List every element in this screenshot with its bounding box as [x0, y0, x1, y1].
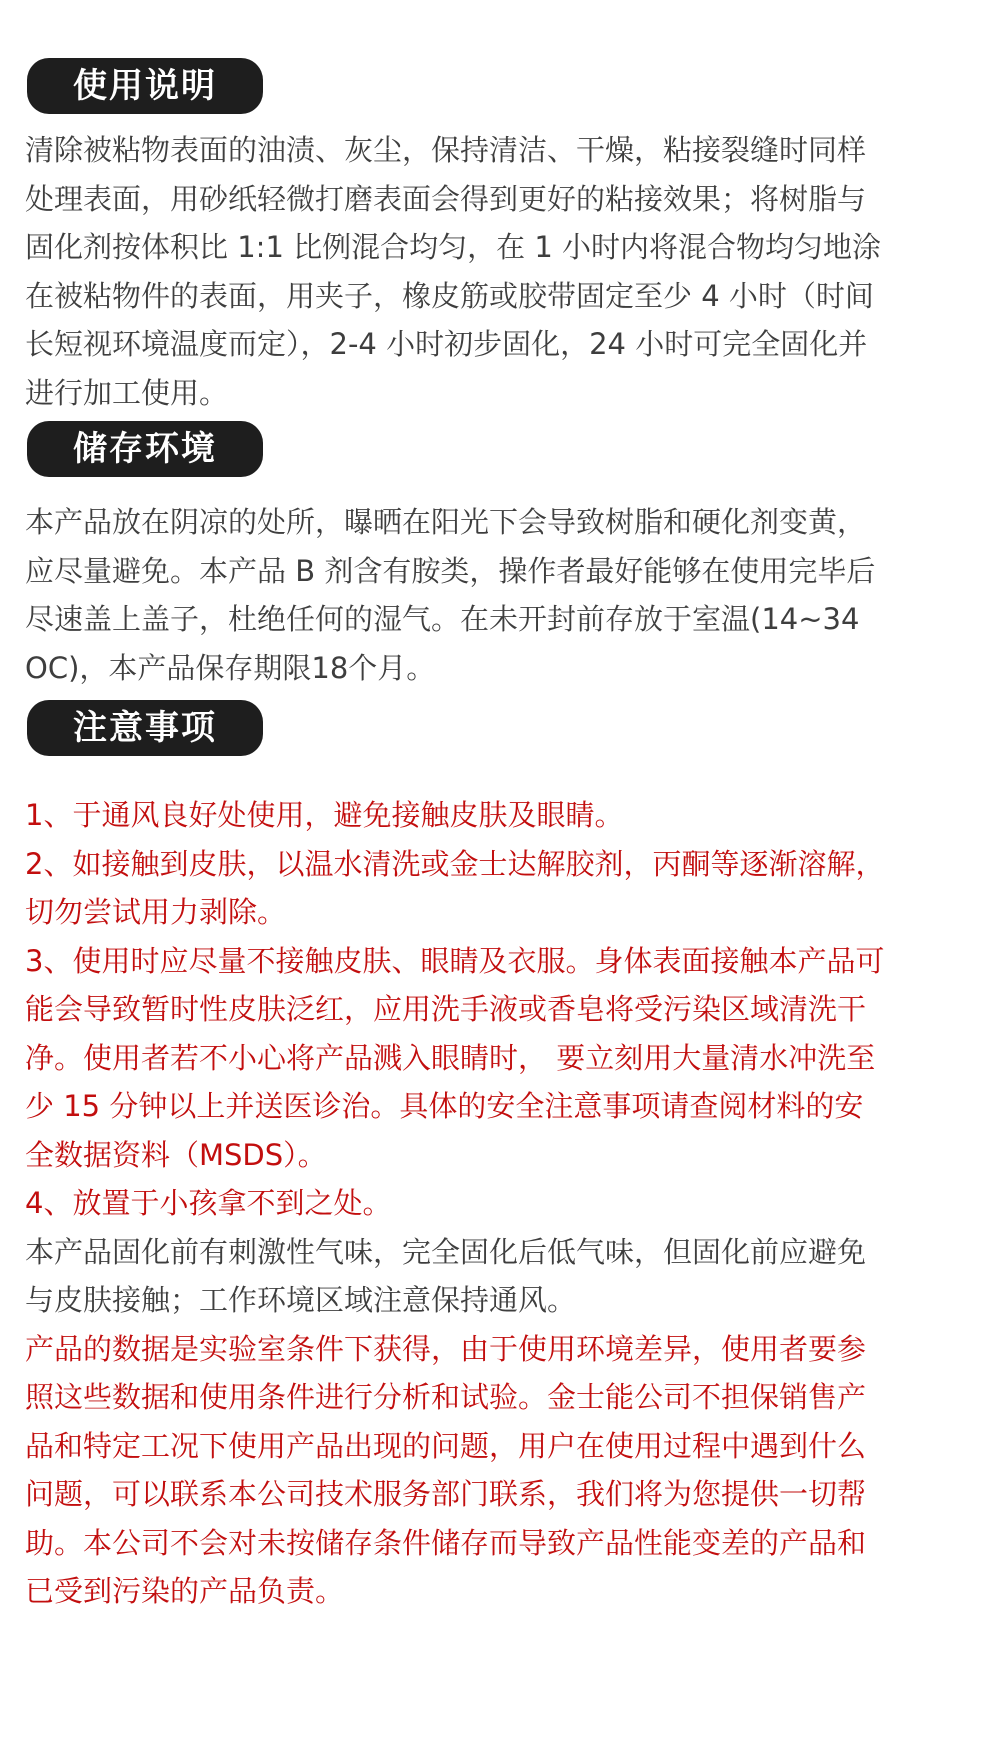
usage-paragraph	[25, 126, 975, 417]
usage-line: 长短视环境温度而定），2-4 小时初步固化，24 小时可完全固化并	[25, 327, 868, 361]
odor-note: 本产品固化前有刺激性气味，完全固化后低气味，但固化前应避免	[25, 1234, 867, 1269]
disclaimer-line: 已受到污染的产品负责。	[25, 1574, 345, 1608]
storage-line: 应尽量避免。本产品 B 剂含有胺类，操作者最好能够在使用完毕后	[25, 553, 876, 588]
usage-line: 处理表面，用砂纸轻微打磨表面会得到更好的粘接效果；将树脂与	[25, 181, 867, 216]
storage-paragraph	[25, 498, 975, 692]
disclaimer-line: 助。本公司不会对未按储存条件储存而导致产品性能变差的产品和	[25, 1525, 867, 1560]
note-item-3: 3、使用时应尽量不接触皮肤、眼睛及衣服。身体表面接触本产品可	[25, 943, 885, 978]
storage-line: OC)，本产品保存期限18个月。	[25, 650, 436, 685]
note-item-4: 4、放置于小孩拿不到之处。	[25, 1186, 392, 1220]
usage-line: 在被粘物件的表面，用夹子，橡皮筋或胶带固定至少 4 小时（时间	[25, 278, 874, 313]
note-item-3-cont: 少 15 分钟以上并送医诊治。具体的安全注意事项请查阅材料的安	[25, 1089, 864, 1123]
note-item-3-cont: 净。使用者若不小心将产品溅入眼睛时， 要立刻用大量清水冲洗至	[25, 1040, 876, 1075]
disclaimer-line: 品和特定工况下使用产品出现的问题，用户在使用过程中遇到什么	[25, 1428, 867, 1463]
notes-paragraph	[25, 791, 975, 1616]
note-item-3-cont: 能会导致暂时性皮肤泛红，应用洗手液或香皂将受污染区域清洗干	[25, 992, 867, 1026]
disclaimer-line: 照这些数据和使用条件进行分析和试验。金士能公司不担保销售产	[25, 1380, 867, 1414]
notes-heading: 注意事项	[27, 700, 263, 756]
storage-line: 本产品放在阴凉的处所，曝晒在阳光下会导致树脂和硬化剂变黄，	[25, 505, 867, 539]
storage-heading: 储存环境	[27, 421, 263, 477]
note-item-2: 2、如接触到皮肤，以温水清洗或金士达解胶剂，丙酮等逐渐溶解，	[25, 846, 885, 881]
note-item-3-cont: 全数据资料（MSDS）。	[25, 1137, 327, 1172]
usage-line: 清除被粘物表面的油渍、灰尘，保持清洁、干燥，粘接裂缝时同样	[25, 133, 867, 167]
usage-line: 进行加工使用。	[25, 375, 229, 410]
odor-note-cont: 与皮肤接触；工作环境区域注意保持通风。	[25, 1283, 577, 1317]
note-item-2-cont: 切勿尝试用力剥除。	[25, 895, 287, 929]
usage-heading: 使用说明	[27, 58, 263, 114]
storage-line: 尽速盖上盖子，杜绝任何的湿气。在未开封前存放于室温(14~34	[25, 602, 860, 636]
note-item-1: 1、于通风良好处使用，避免接触皮肤及眼睛。	[25, 798, 624, 832]
disclaimer-line: 产品的数据是实验室条件下获得，由于使用环境差异，使用者要参	[25, 1331, 867, 1366]
disclaimer-line: 问题，可以联系本公司技术服务部门联系，我们将为您提供一切帮	[25, 1477, 867, 1511]
usage-line: 固化剂按体积比 1:1 比例混合均匀，在 1 小时内将混合物均匀地涂	[25, 230, 881, 264]
